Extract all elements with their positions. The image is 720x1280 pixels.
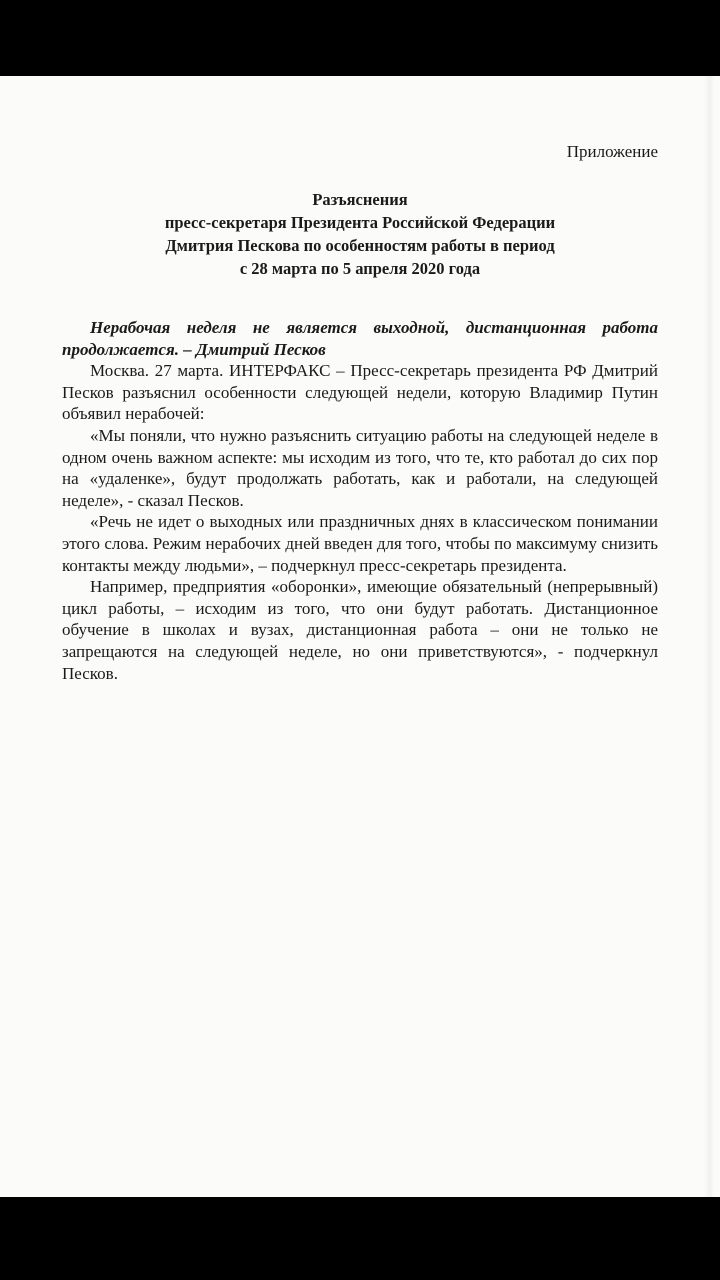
- paragraph: «Мы поняли, что нужно разъяснить ситуацию работы на следующей неделе в одном очень важном аспекте: мы исходим из того, что те, кто работал до сих пор на «удаленке», будут продолжать работать, как и работали, на следующей неделе», - сказал Песков.: [62, 425, 658, 510]
- appendix-label: Приложение: [566, 142, 658, 161]
- document-heading: [62, 188, 658, 280]
- paragraph: Москва. 27 марта. ИНТЕРФАКС – Пресс-секретарь президента РФ Дмитрий Песков разъяснил особенности следующей недели, которую Владимир Путин объявил нерабочей:: [62, 361, 658, 424]
- document-body: [62, 317, 658, 684]
- heading-line: с 28 марта по 5 апреля 2020 года: [239, 259, 481, 278]
- paragraph: «Речь не идет о выходных или праздничных днях в классическом понимании этого слова. Режим нерабочих дней введен для того, чтобы по максимуму снизить контакты между людьми», – подчеркнул пресс-секретарь президента.: [62, 512, 658, 575]
- lead-statement: Нерабочая неделя не является выходной, дистанционная работа продолжается. – Дмитрий Песков: [62, 318, 658, 359]
- heading-line: пресс-секретаря Президента Российской Федерации: [164, 213, 556, 232]
- paragraph: Например, предприятия «оборонки», имеющие обязательный (непрерывный) цикл работы, – исходим из того, что они будут работать. Дистанционное обучение в школах и вузах, дистанционная работа – они не только не запрещаются на следующей неделе, но они приветствуются», - подчеркнул Песков.: [62, 577, 658, 683]
- heading-line: Разъяснения: [312, 190, 408, 209]
- heading-line: Дмитрия Пескова по особенностям работы в период: [165, 236, 555, 255]
- document-page: [0, 76, 720, 1197]
